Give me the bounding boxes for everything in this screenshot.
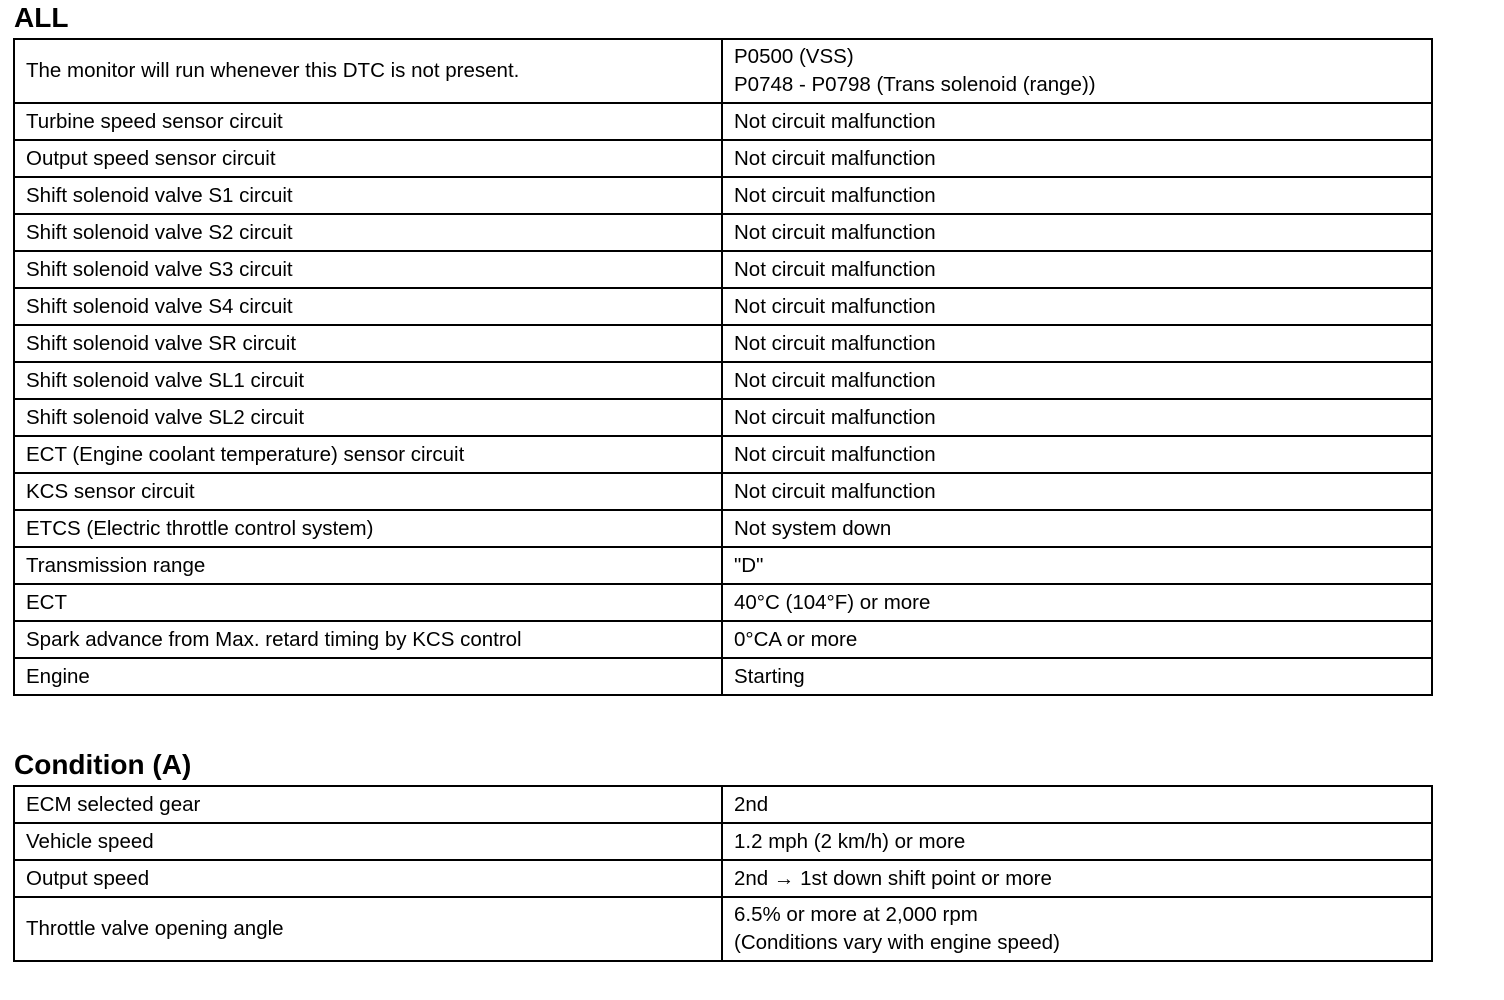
table-row [14, 288, 1432, 325]
condition-cell: Shift solenoid valve S4 circuit [14, 288, 722, 325]
condition-cell: Spark advance from Max. retard timing by KCS control [14, 621, 722, 658]
value-line: 0°CA or more [734, 627, 858, 651]
value-line: Not circuit malfunction [734, 294, 936, 318]
value-line: Not circuit malfunction [734, 405, 936, 429]
condition-cell: ECM selected gear [14, 786, 722, 823]
section-heading-condition-a: Condition (A) [14, 749, 192, 780]
value-cell [722, 288, 1432, 325]
condition-cell: Engine [14, 658, 722, 695]
value-cell [722, 214, 1432, 251]
value-line: Not circuit malfunction [734, 479, 936, 503]
value-line: Not circuit malfunction [734, 183, 936, 207]
table-row [14, 436, 1432, 473]
value-cell [722, 436, 1432, 473]
value-cell [722, 786, 1432, 823]
value-cell [722, 251, 1432, 288]
value-cell [722, 658, 1432, 695]
conditions-table-condition-a [13, 785, 1433, 962]
value-cell [722, 103, 1432, 140]
value-line: Not circuit malfunction [734, 146, 936, 170]
value-line: P0500 (VSS) [734, 45, 854, 68]
condition-cell: ETCS (Electric throttle control system) [14, 510, 722, 547]
value-line: Not circuit malfunction [734, 257, 936, 281]
condition-cell: Shift solenoid valve S2 circuit [14, 214, 722, 251]
value-line: Starting [734, 664, 805, 688]
table-row [14, 860, 1432, 897]
condition-cell: Shift solenoid valve S1 circuit [14, 177, 722, 214]
value-cell [722, 621, 1432, 658]
value-line: "D" [734, 553, 764, 577]
table-row [14, 658, 1432, 695]
table-row [14, 177, 1432, 214]
value-cell [722, 510, 1432, 547]
value-line: 1.2 mph (2 km/h) or more [734, 829, 966, 853]
value-line: Not circuit malfunction [734, 331, 936, 355]
value-line: P0748 - P0798 (Trans solenoid (range)) [734, 73, 1096, 96]
value-cell [722, 362, 1432, 399]
condition-cell: Output speed sensor circuit [14, 140, 722, 177]
table-row [14, 362, 1432, 399]
table-row [14, 214, 1432, 251]
table-row [14, 786, 1432, 823]
section-heading-all: ALL [14, 2, 69, 33]
value-cell [722, 860, 1432, 897]
table-row [14, 399, 1432, 436]
value-line: Not circuit malfunction [734, 368, 936, 392]
table-row [14, 473, 1432, 510]
value-line: Not circuit malfunction [734, 442, 936, 466]
condition-cell: Shift solenoid valve SL1 circuit [14, 362, 722, 399]
condition-cell: Vehicle speed [14, 823, 722, 860]
table-row [14, 823, 1432, 860]
value-cell [722, 823, 1432, 860]
table-row [14, 325, 1432, 362]
condition-cell: Output speed [14, 860, 722, 897]
value-line: 40°C (104°F) or more [734, 590, 931, 614]
table-row [14, 251, 1432, 288]
table-row [14, 103, 1432, 140]
condition-cell: Turbine speed sensor circuit [14, 103, 722, 140]
value-cell [722, 897, 1432, 961]
value-line: (Conditions vary with engine speed) [734, 931, 1060, 954]
table-row [14, 897, 1432, 961]
value-line: Not circuit malfunction [734, 109, 936, 133]
condition-cell: Throttle valve opening angle [14, 897, 722, 961]
value-line: Not system down [734, 516, 892, 540]
value-cell [722, 547, 1432, 584]
condition-cell: ECT [14, 584, 722, 621]
value-line: 2nd [734, 792, 769, 816]
table-row [14, 39, 1432, 103]
value-line: Not circuit malfunction [734, 220, 936, 244]
conditions-table-all [13, 38, 1433, 696]
table-row [14, 140, 1432, 177]
table-row [14, 621, 1432, 658]
condition-cell: Shift solenoid valve S3 circuit [14, 251, 722, 288]
value-line: 6.5% or more at 2,000 rpm [734, 903, 978, 926]
condition-cell: KCS sensor circuit [14, 473, 722, 510]
value-cell [722, 584, 1432, 621]
value-cell [722, 399, 1432, 436]
table-row [14, 584, 1432, 621]
condition-cell: Shift solenoid valve SL2 circuit [14, 399, 722, 436]
value-line: 2nd → 1st down shift point or more [734, 866, 1052, 890]
table-row [14, 510, 1432, 547]
condition-cell: Shift solenoid valve SR circuit [14, 325, 722, 362]
value-cell [722, 140, 1432, 177]
value-cell [722, 177, 1432, 214]
condition-cell: The monitor will run whenever this DTC is not present. [14, 39, 722, 103]
value-cell [722, 325, 1432, 362]
value-cell [722, 473, 1432, 510]
value-cell [722, 39, 1432, 103]
condition-cell: ECT (Engine coolant temperature) sensor circuit [14, 436, 722, 473]
table-row [14, 547, 1432, 584]
condition-cell: Transmission range [14, 547, 722, 584]
